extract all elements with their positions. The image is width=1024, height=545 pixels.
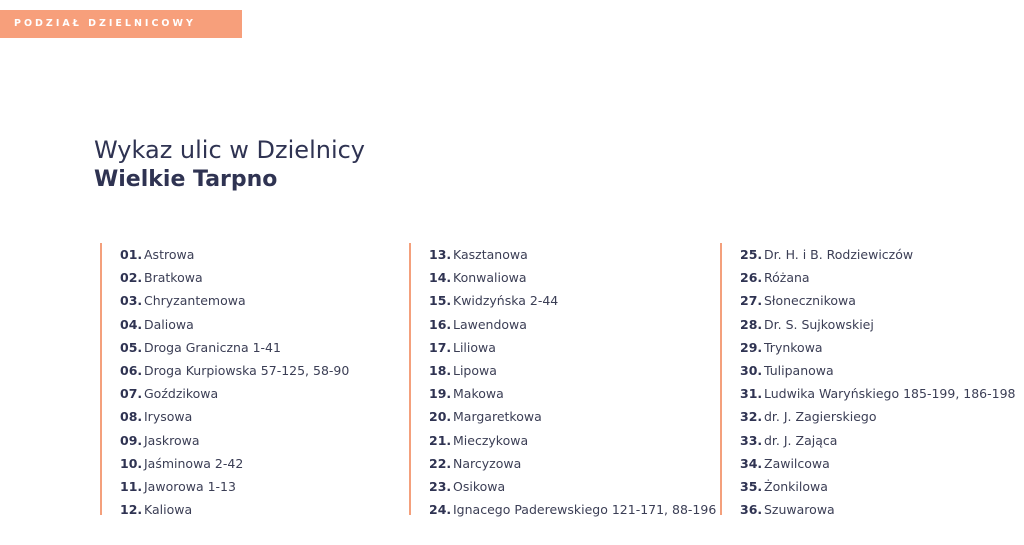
heading-title: Wykaz ulic w Dzielnicy [94, 136, 366, 164]
list-item [120, 266, 400, 289]
street-number: 12. [120, 502, 143, 518]
list-item [740, 336, 1020, 359]
street-number: 24. [429, 502, 452, 518]
street-number: 03. [120, 293, 143, 309]
street-number: 02. [120, 270, 143, 286]
street-number: 06. [120, 362, 143, 378]
street-number: 21. [429, 432, 452, 448]
street-number: 34. [740, 455, 763, 471]
list-item [120, 336, 400, 359]
street-name: Różana [764, 270, 810, 286]
street-name: Mieczykowa [453, 432, 529, 448]
street-name: Jaworowa 1-13 [144, 478, 236, 494]
street-name: Żonkilowa [764, 478, 828, 494]
street-number: 04. [120, 316, 143, 332]
street-number: 31. [740, 386, 763, 402]
list-item [740, 452, 1020, 475]
street-name: Jaskrowa [144, 432, 200, 448]
street-number: 27. [740, 293, 763, 309]
list-item [740, 289, 1020, 312]
street-number: 25. [740, 247, 763, 262]
list-item [429, 429, 709, 452]
list-item [429, 243, 709, 266]
list-item [740, 498, 1020, 521]
street-name: Ludwika Waryńskiego 185-199, 186-198 [764, 386, 1016, 402]
street-number: 17. [429, 339, 452, 355]
street-column-3 [720, 243, 1020, 518]
street-name: dr. J. Zagierskiego [764, 409, 877, 425]
street-name: Narcyzowa [453, 455, 522, 471]
street-name: Osikowa [453, 478, 506, 494]
street-name: Astrowa [144, 247, 195, 262]
street-name: Dr. H. i B. Rodziewiczów [764, 247, 914, 262]
list-item [429, 336, 709, 359]
street-name: Kasztanowa [453, 247, 528, 262]
street-number: 10. [120, 455, 143, 471]
street-name: Irysowa [144, 409, 193, 425]
street-name: Szuwarowa [764, 502, 835, 518]
street-name: dr. J. Zająca [764, 432, 838, 448]
list-item [429, 498, 717, 521]
list-item [120, 313, 400, 336]
street-name: Chryzantemowa [144, 293, 246, 309]
street-number: 22. [429, 455, 452, 471]
list-item [120, 452, 400, 475]
street-number: 20. [429, 409, 452, 425]
street-number: 13. [429, 247, 452, 262]
street-number: 09. [120, 432, 143, 448]
street-list [722, 243, 1020, 521]
street-name: Tulipanowa [764, 362, 834, 378]
street-number: 28. [740, 316, 763, 332]
list-item [740, 313, 1020, 336]
street-name: Margaretkowa [453, 409, 542, 425]
list-item [429, 452, 709, 475]
street-number: 14. [429, 270, 452, 286]
list-item [429, 405, 709, 428]
list-item [120, 243, 400, 266]
street-number: 29. [740, 339, 763, 355]
street-number: 18. [429, 362, 452, 378]
street-number: 01. [120, 247, 143, 262]
street-number: 19. [429, 386, 452, 402]
street-number: 05. [120, 339, 143, 355]
street-number: 30. [740, 362, 763, 378]
list-item [120, 359, 400, 382]
street-name: Konwaliowa [453, 270, 527, 286]
street-number: 26. [740, 270, 763, 286]
list-item [120, 429, 400, 452]
list-item [120, 289, 400, 312]
street-name: Słonecznikowa [764, 293, 856, 309]
street-number: 32. [740, 409, 763, 425]
list-item [120, 382, 400, 405]
list-item [429, 382, 709, 405]
street-name: Kwidzyńska 2-44 [453, 293, 559, 309]
street-name: Trynkowa [764, 339, 823, 355]
list-item [429, 289, 709, 312]
street-name: Daliowa [144, 316, 194, 332]
street-name: Zawilcowa [764, 455, 830, 471]
street-name: Kaliowa [144, 502, 193, 518]
list-item [429, 313, 709, 336]
street-name: Ignacego Paderewskiego 121-171, 88-196 [453, 502, 717, 518]
street-column-2 [409, 243, 717, 518]
list-item [740, 405, 1020, 428]
street-column-1 [100, 243, 400, 518]
street-number: 33. [740, 432, 763, 448]
list-item [740, 266, 1020, 289]
street-name: Droga Graniczna 1-41 [144, 339, 281, 355]
list-item [429, 359, 709, 382]
street-name: Liliowa [453, 339, 496, 355]
street-number: 16. [429, 316, 452, 332]
street-name: Dr. S. Sujkowskiej [764, 316, 874, 332]
street-list [102, 243, 400, 521]
list-item [120, 498, 400, 521]
street-number: 36. [740, 502, 763, 518]
street-name: Lipowa [453, 362, 497, 378]
street-name: Lawendowa [453, 316, 527, 332]
list-item [429, 475, 709, 498]
street-list [411, 243, 717, 521]
street-number: 08. [120, 409, 143, 425]
street-name: Jaśminowa 2-42 [144, 455, 244, 471]
list-item [429, 266, 709, 289]
street-name: Droga Kurpiowska 57-125, 58-90 [144, 362, 350, 378]
street-number: 35. [740, 478, 763, 494]
list-item [740, 382, 1020, 405]
list-item [740, 429, 1020, 452]
street-number: 11. [120, 478, 143, 494]
street-number: 07. [120, 386, 143, 402]
street-name: Makowa [453, 386, 504, 402]
list-item [120, 475, 400, 498]
street-number: 15. [429, 293, 452, 309]
list-item [740, 243, 1020, 266]
list-item [740, 359, 1020, 382]
heading-district-name: Wielkie Tarpno [94, 167, 278, 192]
street-name: Goździkowa [144, 386, 219, 402]
list-item [120, 405, 400, 428]
section-tag: PODZIAŁ DZIELNICOWY [0, 10, 242, 38]
street-name: Bratkowa [144, 270, 203, 286]
list-item [740, 475, 1020, 498]
street-number: 23. [429, 478, 452, 494]
